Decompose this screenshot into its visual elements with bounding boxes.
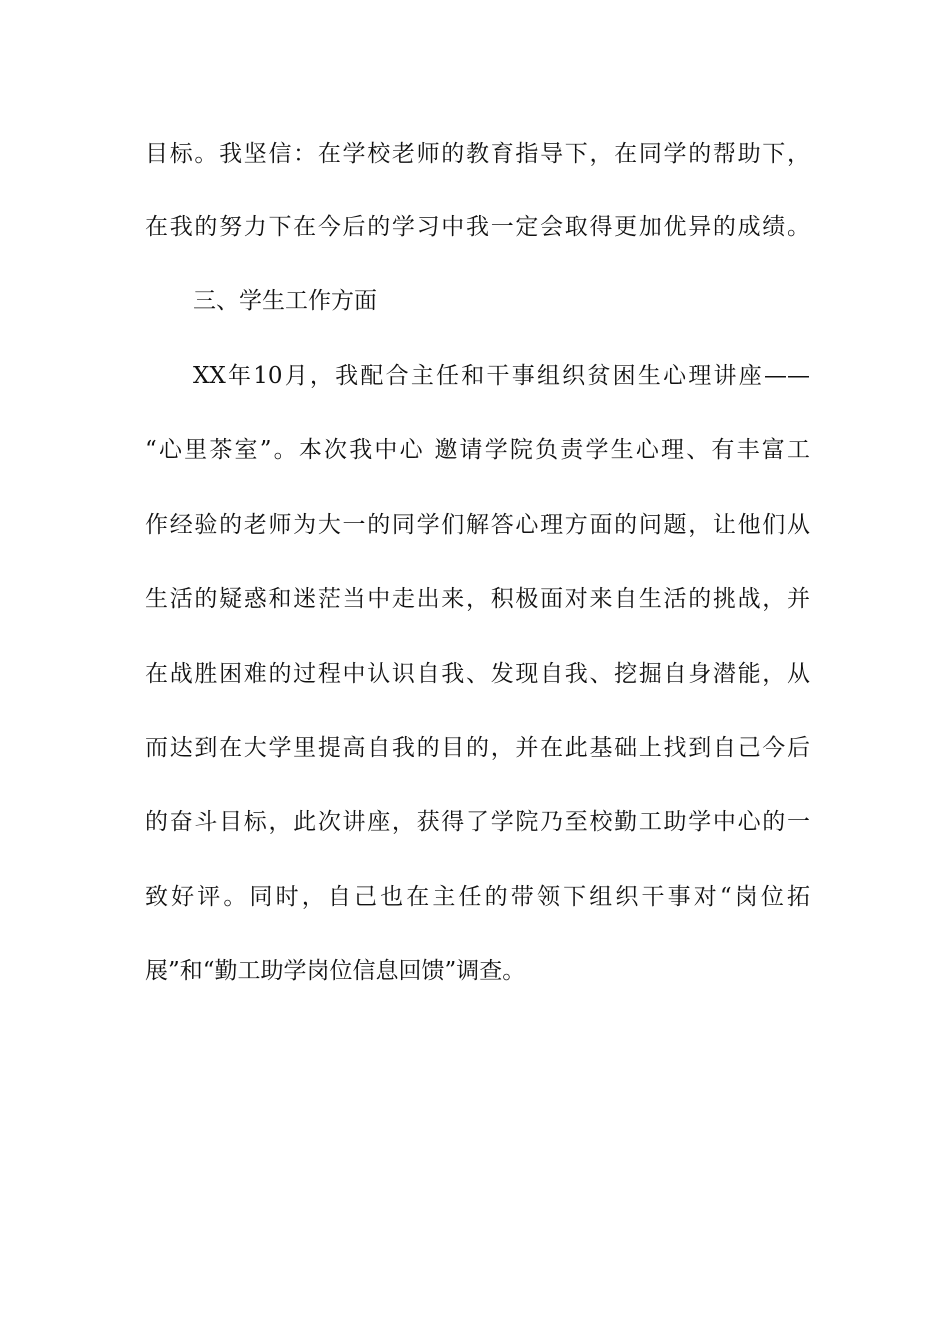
paragraph-line: 致好评。同时，自己也在主任的带领下组织干事对“岗位拓 <box>145 884 810 910</box>
paragraph-line: “心里茶室”。本次我中心 邀请学院负责学生心理、有丰富工 <box>145 437 810 463</box>
paragraph-line: 作经验的老师为大一的同学们解答心理方面的问题，让他们从 <box>145 512 810 538</box>
paragraph-line: XX年10月，我配合主任和干事组织贫困生心理讲座—— <box>193 363 810 389</box>
paragraph-line: 在战胜困难的过程中认识自我、发现自我、挖掘自身潜能，从 <box>145 661 810 687</box>
paragraph-line: 在我的努力下在今后的学习中我一定会取得更加优异的成绩。 <box>145 214 810 240</box>
paragraph-line: 生活的疑惑和迷茫当中走出来，积极面对来自生活的挑战，并 <box>145 586 810 612</box>
paragraph-line: 展”和“勤工助学岗位信息回馈”调查。 <box>145 958 526 984</box>
paragraph-line: 的奋斗目标，此次讲座，获得了学院乃至校勤工助学中心的一 <box>145 809 810 835</box>
paragraph-line: 目标。我坚信：在学校老师的教育指导下，在同学的帮助下， <box>145 141 810 167</box>
paragraph-line: 而达到在大学里提高自我的目的，并在此基础上找到自己今后 <box>145 735 810 761</box>
section-heading: 三、学生工作方面 <box>193 288 377 314</box>
